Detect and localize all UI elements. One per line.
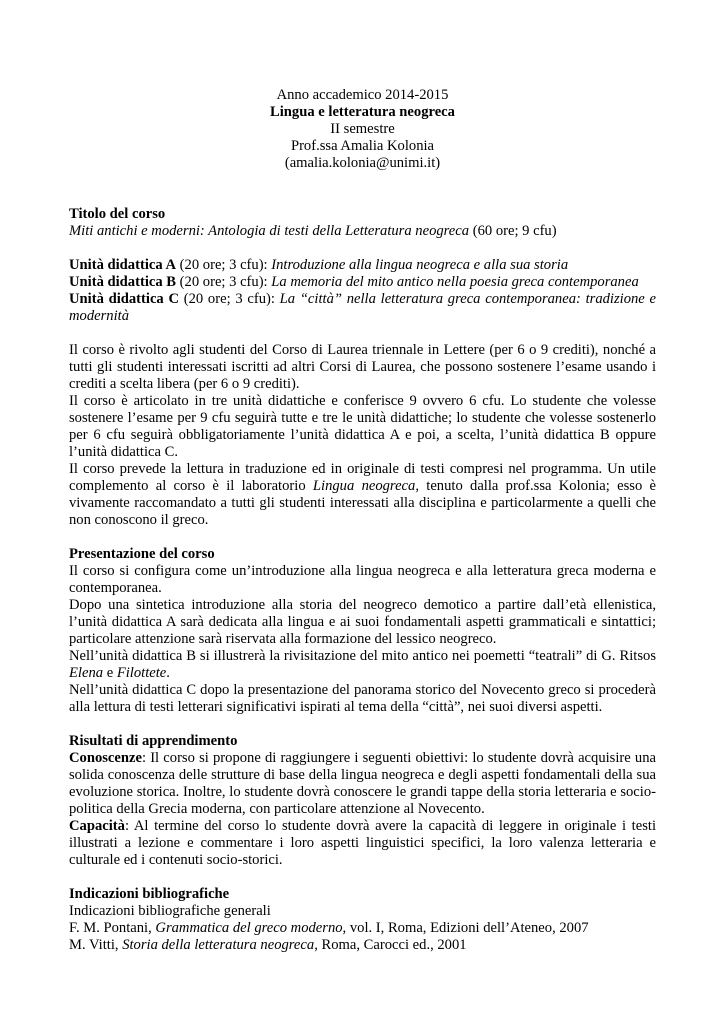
presentazione-paragraph-4: Nell’unità didattica C dopo la presentazione del panorama storico del Novecento greco si procederà alla lettura di testi letterari significativi ispirati al tema della “città”, nei suoi diversi aspetti.	[69, 682, 656, 715]
course-title: Miti antichi e moderni: Antologia di testi della Letteratura neogreca (60 ore; 9 cfu)	[69, 223, 557, 239]
academic-year: Anno accademico 2014-2015	[276, 87, 449, 103]
section-bibliografia	[69, 886, 656, 954]
presentazione-paragraph-3: Nell’unità didattica B si illustrerà la rivisitazione del mito antico nei poemetti “teatrali” di G. Ritsos Elena e Filottete.	[69, 648, 656, 681]
professor-email: (amalia.kolonia@unimi.it)	[284, 155, 441, 171]
capacita-paragraph: Capacità: Al termine del corso lo studente dovrà avere la capacità di leggere in originale i testi illustrati a lezione e commentare i loro aspetti linguistici specifici, la loro valenza letteraria e culturale ed i contenuti socio-storici.	[69, 818, 656, 868]
presentazione-paragraph-1: Il corso si configura come un’introduzione alla lingua neogreca e alla letteratura greca moderna e contemporanea.	[69, 563, 656, 596]
reference-item: M. Vitti, Storia della letteratura neogreca, Roma, Carocci ed., 2001	[69, 937, 467, 953]
unit-a: Unità didattica A (20 ore; 3 cfu): Introduzione alla lingua neogreca e alla sua storia	[69, 257, 569, 273]
conoscenze-paragraph: Conoscenze: Il corso si propone di raggiungere i seguenti obiettivi: lo studente dovrà acquisire una solida conoscenza delle strutture di base della lingua neogreca e degli aspetti fondamentali della sua evoluzione storica. Inoltre, lo studente dovrà conoscere le grandi tappe della storia letteraria e socio-politica della Grecia moderna, con particolare attenzione al Novecento.	[69, 750, 656, 817]
section-heading: Titolo del corso	[69, 206, 166, 222]
section-heading: Presentazione del corso	[69, 546, 215, 562]
section-titolo	[69, 206, 656, 240]
intro-paragraph-2: Il corso è articolato in tre unità didattiche e conferisce 9 ovvero 6 cfu. Lo studente che volesse sostenere l’esame per 9 cfu seguirà tutte e tre le unità didattiche; lo studente che volesse sostenerlo per 6 cfu seguirà obbligatoriamente l’unità didattica A e poi, a scelta, l’unità didattica B oppure l’unità didattica C.	[69, 393, 656, 460]
section-unita	[69, 257, 656, 325]
section-intro	[69, 342, 656, 529]
professor-name: Prof.ssa Amalia Kolonia	[290, 138, 435, 154]
document-header	[69, 87, 656, 172]
section-heading: Indicazioni bibliografiche	[69, 886, 230, 902]
unit-c: Unità didattica C (20 ore; 3 cfu): La “città” nella letteratura greca contemporanea: tradizione e modernità	[69, 291, 656, 324]
reference-item: F. M. Pontani, Grammatica del greco moderno, vol. I, Roma, Edizioni dell’Ateneo, 2007	[69, 920, 589, 936]
section-presentazione	[69, 546, 656, 716]
unit-b: Unità didattica B (20 ore; 3 cfu): La memoria del mito antico nella poesia greca contemporanea	[69, 274, 639, 290]
course-name: Lingua e letteratura neogreca	[270, 104, 455, 120]
bibliografia-subheading: Indicazioni bibliografiche generali	[69, 903, 271, 919]
intro-paragraph-1: Il corso è rivolto agli studenti del Corso di Laurea triennale in Lettere (per 6 o 9 crediti), nonché a tutti gli studenti interessati iscritti ad altri Corsi di Laurea, che possono sostenere l’esame usando i crediti a scelta libera (per 6 o 9 crediti).	[69, 342, 656, 392]
semester: II semestre	[330, 121, 395, 137]
intro-paragraph-3: Il corso prevede la lettura in traduzione ed in originale di testi compresi nel programma. Un utile complemento al corso è il laboratorio Lingua neogreca, tenuto dalla prof.ssa Kolonia; esso è vivamente raccomandato a tutti gli studenti interessati alla disciplina e particolarmente a quelli che non conoscono il greco.	[69, 461, 657, 528]
section-heading: Risultati di apprendimento	[69, 733, 238, 749]
presentazione-paragraph-2: Dopo una sintetica introduzione alla storia del neogreco demotico a partire dall’età ellenistica, l’unità didattica A sarà dedicata alla lingua e ai suoi fondamentali aspetti grammaticali e sintattici; particolare attenzione sarà riservata alla formazione del lessico neogreco.	[69, 597, 656, 647]
section-risultati	[69, 733, 656, 869]
